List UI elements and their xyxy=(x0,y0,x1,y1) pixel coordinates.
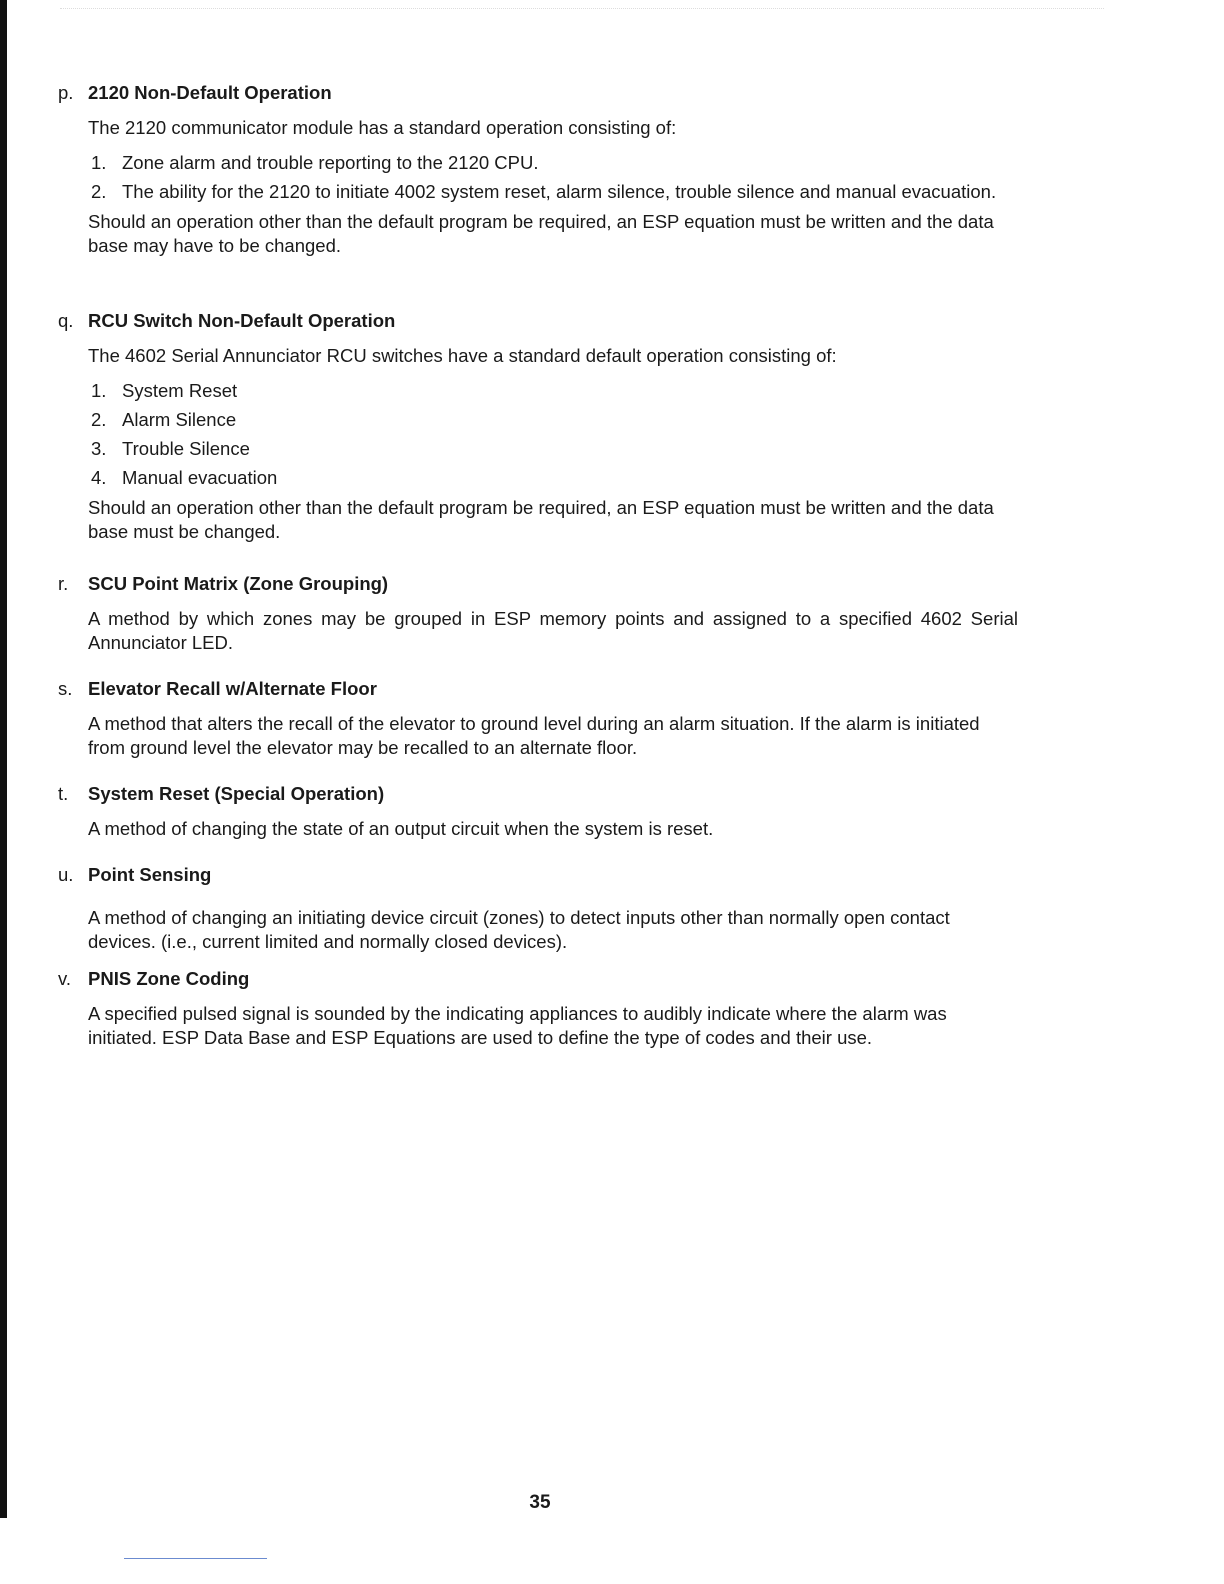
section-u xyxy=(58,864,1018,954)
section-p xyxy=(58,82,1018,258)
list-number: 4. xyxy=(91,467,107,488)
section-heading xyxy=(58,573,1018,595)
section-body: A method of changing the state of an output circuit when the system is reset. xyxy=(88,818,714,839)
section-closing: Should an operation other than the default program be required, an ESP equation must be written and the data base may have to be changed. xyxy=(88,211,994,256)
section-letter: r. xyxy=(58,573,69,594)
section-title: PNIS Zone Coding xyxy=(88,968,250,989)
list-text: The ability for the 2120 to initiate 4002 system reset, alarm silence, trouble silence and manual evacuation. xyxy=(122,181,997,202)
list-item xyxy=(88,151,1018,175)
section-body: A method of changing an initiating device circuit (zones) to detect inputs other than normally open contact devices. (i.e., current limited and normally closed devices). xyxy=(88,907,950,952)
section-body: A method that alters the recall of the elevator to ground level during an alarm situation. If the alarm is initiated from ground level the elevator may be recalled to an alternate floor. xyxy=(88,713,980,758)
section-letter: v. xyxy=(58,968,72,989)
list-text: System Reset xyxy=(122,380,238,401)
list-text: Zone alarm and trouble reporting to the 2120 CPU. xyxy=(122,152,539,173)
list-number: 1. xyxy=(91,152,107,173)
list-number: 1. xyxy=(91,380,107,401)
page-number: 35 xyxy=(529,1492,551,1513)
list-number: 2. xyxy=(91,409,107,430)
list-item xyxy=(88,466,1018,490)
section-heading xyxy=(58,968,1018,990)
list-text: Trouble Silence xyxy=(122,438,250,459)
section-heading xyxy=(58,82,1018,104)
section-s xyxy=(58,678,1018,760)
list-number: 2. xyxy=(91,181,107,202)
list-item xyxy=(88,180,1018,204)
section-body: A specified pulsed signal is sounded by the indicating appliances to audibly indicate where the alarm was initiated. ESP Data Base and ESP Equations are used to define the type of codes and their use. xyxy=(88,1003,947,1048)
section-title: RCU Switch Non-Default Operation xyxy=(88,310,396,331)
section-heading xyxy=(58,678,1018,700)
list-number: 3. xyxy=(91,438,107,459)
list-text: Alarm Silence xyxy=(122,409,237,430)
section-heading xyxy=(58,783,1018,805)
section-title: Point Sensing xyxy=(88,864,212,885)
section-t xyxy=(58,783,1018,841)
section-title: Elevator Recall w/Alternate Floor xyxy=(88,678,377,699)
section-letter: q. xyxy=(58,310,74,331)
ordered-list xyxy=(88,379,1018,490)
section-q xyxy=(58,310,1018,544)
section-title: System Reset (Special Operation) xyxy=(88,783,385,804)
section-title: 2120 Non-Default Operation xyxy=(88,82,332,103)
section-intro: The 2120 communicator module has a standard operation consisting of: xyxy=(88,117,677,138)
section-closing: Should an operation other than the default program be required, an ESP equation must be written and the data base must be changed. xyxy=(88,497,994,542)
section-heading xyxy=(58,864,1018,886)
ordered-list xyxy=(88,151,1018,204)
section-r xyxy=(58,573,1018,655)
section-heading xyxy=(58,310,1018,332)
section-title: SCU Point Matrix (Zone Grouping) xyxy=(88,573,389,594)
section-letter: u. xyxy=(58,864,74,885)
section-body: A method by which zones may be grouped in ESP memory points and assigned to a specified 4602 Serial Annunciator LED. xyxy=(88,608,1018,653)
scan-left-edge xyxy=(0,0,7,1518)
section-v xyxy=(58,968,1018,1050)
section-letter: p. xyxy=(58,82,74,103)
section-letter: t. xyxy=(58,783,69,804)
list-item xyxy=(88,408,1018,432)
section-intro: The 4602 Serial Annunciator RCU switches have a standard default operation consisting of: xyxy=(88,345,837,366)
scan-top-specks xyxy=(60,8,1104,12)
list-text: Manual evacuation xyxy=(122,467,278,488)
section-letter: s. xyxy=(58,678,73,699)
scan-bottom-line xyxy=(124,1558,267,1559)
list-item xyxy=(88,379,1018,403)
list-item xyxy=(88,437,1018,461)
